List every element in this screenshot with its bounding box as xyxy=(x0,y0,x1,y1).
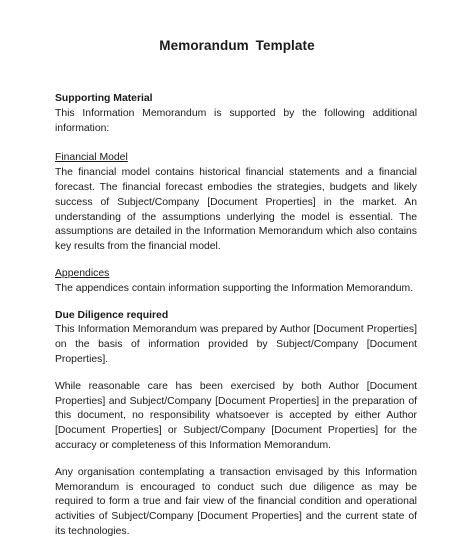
due-diligence-heading: Due Diligence required xyxy=(55,309,169,321)
supporting-material-heading: Supporting Material xyxy=(55,93,153,104)
due-diligence-paragraph-1: This Information Memorandum was prepared by Author [Document Properties] on the basis of information provided by Subject/Company [Document Properties]. xyxy=(55,324,417,365)
due-diligence-paragraph-2: While reasonable care has been exercised by both Author [Document Properties] and Subject/Company [Document Properties] in the preparation of this document, no responsibility whatsoever is accepted by either Author [Document Properties] or Subject/Company [Document Properties] for the accuracy or completeness of this Information Memorandum. xyxy=(55,380,417,451)
financial-model-heading: Financial Model xyxy=(55,152,128,164)
spacer xyxy=(55,136,417,151)
document-body xyxy=(55,92,417,540)
appendices-paragraph: The appendices contain information supporting the Information Memorandum. xyxy=(55,282,414,294)
spacer xyxy=(55,454,417,466)
spacer xyxy=(55,255,417,267)
financial-model-paragraph: The financial model contains historical financial statements and a financial forecast. The financial forecast embodies the strategies, budgets and likely success of Subject/Company [Document Properties] in the market. An understanding of the assumptions underlying the model is essential. The assumptions are detailed in the Information Memorandum which also contains key results from the financial model. xyxy=(55,167,417,253)
spacer xyxy=(55,297,417,309)
due-diligence-paragraph-3: Any organisation contemplating a transaction envisaged by this Information Memorandum is encouraged to conduct such due diligence as may be required to form a true and fair view of the financial condition and operational activities of Subject/Company [Document Properties] and the current state of its technologies. xyxy=(55,466,417,537)
appendices-heading: Appendices xyxy=(55,267,110,279)
document-title: Memorandum Template xyxy=(159,38,315,53)
spacer xyxy=(55,368,417,380)
supporting-material-intro: This Information Memorandum is supported by the following additional information: xyxy=(55,107,417,134)
